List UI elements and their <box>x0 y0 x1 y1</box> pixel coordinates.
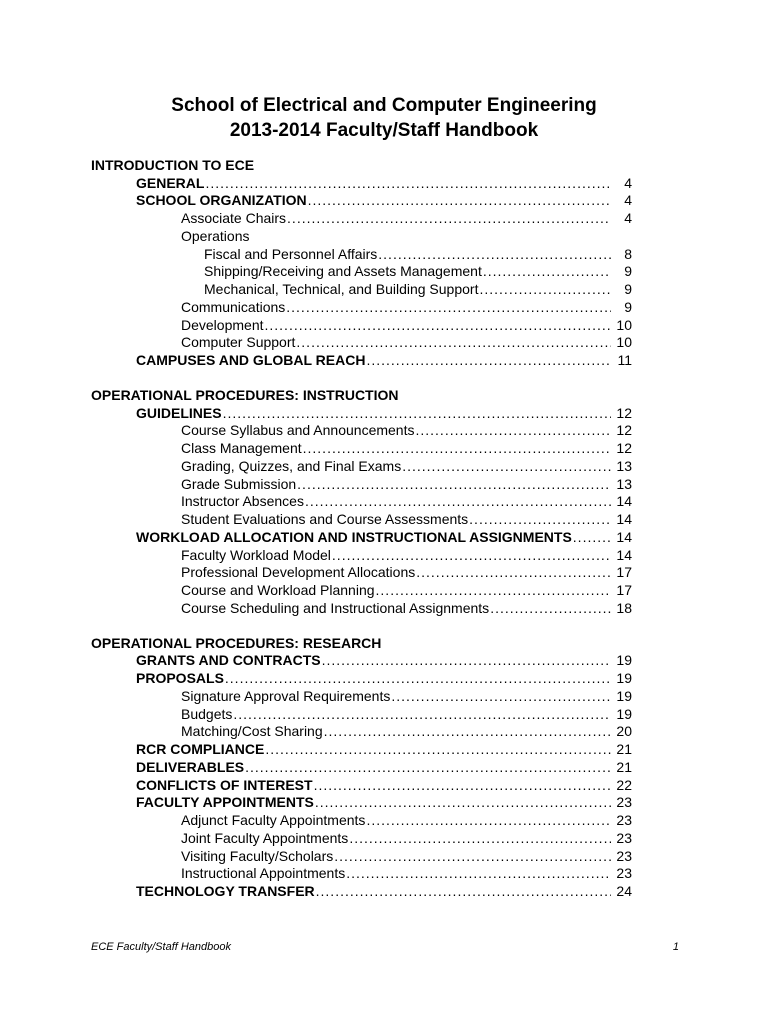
toc-entry-label: Signature Approval Requirements <box>181 687 391 704</box>
toc-dot-leader <box>225 670 611 688</box>
toc-entry-label: Communications <box>181 298 286 315</box>
toc-entry[interactable] <box>0 812 768 830</box>
toc-entry-label: Class Management <box>181 440 302 457</box>
toc-dot-leader <box>416 564 611 582</box>
toc-dot-leader <box>334 848 611 866</box>
toc-entry-page: 11 <box>617 352 632 369</box>
toc-entry-page: 14 <box>616 546 632 563</box>
toc-entry-page: 10 <box>616 316 632 333</box>
toc-section-heading: OPERATIONAL PROCEDURES: RESEARCH <box>91 634 382 651</box>
toc-entry-page: 14 <box>616 511 632 528</box>
toc-entry[interactable] <box>0 263 768 281</box>
toc-entry-label: DELIVERABLES <box>136 758 245 775</box>
toc-entry-label: Grading, Quizzes, and Final Exams <box>181 457 402 474</box>
toc-entry[interactable] <box>0 210 768 228</box>
toc-entry-label: Professional Development Allocations <box>181 564 416 581</box>
toc-entry-label: Budgets <box>181 705 233 722</box>
toc-dot-leader <box>205 175 611 193</box>
toc-entry[interactable] <box>0 848 768 866</box>
toc-dot-leader <box>223 405 611 423</box>
toc-entry[interactable] <box>0 352 768 370</box>
toc-entry-page: 4 <box>624 210 632 227</box>
toc-entry[interactable] <box>0 334 768 352</box>
toc-dot-leader <box>490 600 611 618</box>
table-of-contents <box>0 157 768 901</box>
toc-entry[interactable] <box>0 883 768 901</box>
toc-entry-page: 13 <box>616 457 632 474</box>
toc-entry-page: 10 <box>616 334 632 351</box>
toc-entry-page: 23 <box>616 865 632 882</box>
toc-entry-label: Course and Workload Planning <box>181 582 375 599</box>
toc-entry-label: CAMPUSES AND GLOBAL REACH <box>136 352 366 369</box>
toc-dot-leader <box>402 458 611 476</box>
toc-dot-leader <box>286 299 611 317</box>
toc-entry-page: 9 <box>624 263 632 280</box>
toc-entry-page: 23 <box>616 812 632 829</box>
toc-dot-leader <box>322 652 611 670</box>
toc-entry[interactable] <box>0 405 768 423</box>
toc-dot-leader <box>366 352 611 370</box>
toc-entry[interactable] <box>0 422 768 440</box>
toc-entry-page: 19 <box>616 705 632 722</box>
toc-dot-leader <box>346 865 611 883</box>
toc-entry-page: 19 <box>616 670 632 687</box>
toc-entry[interactable] <box>0 476 768 494</box>
toc-entry-page: 4 <box>624 174 632 191</box>
toc-entry[interactable] <box>0 582 768 600</box>
toc-entry[interactable] <box>0 759 768 777</box>
toc-dot-leader <box>573 529 611 547</box>
toc-entry-page: 23 <box>616 847 632 864</box>
toc-entry[interactable] <box>0 777 768 795</box>
toc-section-heading: INTRODUCTION TO ECE <box>91 157 255 173</box>
toc-entry[interactable] <box>0 600 768 618</box>
toc-entry-page: 17 <box>616 564 632 581</box>
toc-entry-label: Shipping/Receiving and Assets Management <box>204 263 482 280</box>
toc-entry[interactable] <box>0 458 768 476</box>
toc-entry[interactable] <box>0 830 768 848</box>
toc-entry[interactable] <box>0 317 768 335</box>
toc-entry-label: Joint Faculty Appointments <box>181 829 349 846</box>
toc-entry-label: Matching/Cost Sharing <box>181 723 323 740</box>
toc-entry-label: SCHOOL ORGANIZATION <box>136 192 307 209</box>
toc-entry-label: TECHNOLOGY TRANSFER <box>136 883 315 900</box>
toc-dot-leader <box>245 759 611 777</box>
toc-dot-leader <box>415 422 611 440</box>
toc-entry[interactable] <box>0 706 768 724</box>
toc-entry[interactable] <box>0 175 768 193</box>
toc-entry[interactable] <box>0 281 768 299</box>
toc-dot-leader <box>349 830 611 848</box>
toc-entry-label: Development <box>181 316 264 333</box>
toc-entry-label: Mechanical, Technical, and Building Support <box>204 281 479 298</box>
toc-dot-leader <box>265 317 612 335</box>
toc-entry[interactable] <box>0 440 768 458</box>
toc-entry-page: 20 <box>616 723 632 740</box>
toc-entry-page: 12 <box>616 404 632 421</box>
toc-entry-label: CONFLICTS OF INTEREST <box>136 776 313 793</box>
toc-entry[interactable] <box>0 547 768 565</box>
toc-entry-label: Grade Submission <box>181 475 297 492</box>
toc-entry[interactable] <box>0 564 768 582</box>
toc-entry-page: 23 <box>616 829 632 846</box>
toc-entry[interactable] <box>0 741 768 759</box>
toc-entry-label: Adjunct Faculty Appointments <box>181 812 366 829</box>
toc-entry-label: Course Syllabus and Announcements <box>181 422 415 439</box>
toc-dot-leader <box>233 706 611 724</box>
toc-entry[interactable] <box>0 688 768 706</box>
toc-entry[interactable] <box>0 723 768 741</box>
toc-entry[interactable] <box>0 299 768 317</box>
toc-dot-leader <box>314 777 611 795</box>
toc-dot-leader <box>378 246 611 264</box>
toc-entry[interactable] <box>0 511 768 529</box>
toc-entry[interactable] <box>0 652 768 670</box>
toc-entry-label: Visiting Faculty/Scholars <box>181 847 334 864</box>
toc-entry-label: GENERAL <box>136 174 205 191</box>
document-subtitle: 2013-2014 Faculty/Staff Handbook <box>229 120 539 141</box>
toc-entry-label: Fiscal and Personnel Affairs <box>204 245 378 262</box>
toc-entry-page: 21 <box>616 741 632 758</box>
toc-entry-page: 14 <box>616 493 632 510</box>
toc-entry-label: GRANTS AND CONTRACTS <box>136 652 321 669</box>
toc-entry-label: Operations <box>181 227 250 244</box>
toc-dot-leader <box>483 263 611 281</box>
toc-dot-leader <box>296 334 611 352</box>
toc-dot-leader <box>265 741 611 759</box>
toc-entry-label: WORKLOAD ALLOCATION AND INSTRUCTIONAL ASSIGNMENTS <box>136 528 572 545</box>
toc-entry-page: 12 <box>616 422 632 439</box>
toc-entry-label: Instructor Absences <box>181 493 304 510</box>
toc-entry-label: Instructional Appointments <box>181 865 346 882</box>
toc-entry-page: 14 <box>616 528 632 545</box>
page-footer <box>91 941 679 953</box>
toc-entry-label: Computer Support <box>181 334 296 351</box>
toc-section <box>0 157 768 370</box>
toc-entry-page: 8 <box>624 245 632 262</box>
toc-section <box>0 635 768 901</box>
toc-entry[interactable] <box>0 493 768 511</box>
toc-entry-label: GUIDELINES <box>136 404 222 421</box>
toc-entry-page: 22 <box>616 776 632 793</box>
toc-dot-leader <box>479 281 611 299</box>
toc-entry[interactable] <box>0 228 768 246</box>
toc-entry-page: 19 <box>616 652 632 669</box>
toc-entry-label: FACULTY APPOINTMENTS <box>136 794 314 811</box>
toc-section <box>0 387 768 618</box>
toc-dot-leader <box>308 192 611 210</box>
toc-dot-leader <box>469 511 611 529</box>
toc-dot-leader <box>366 812 611 830</box>
toc-dot-leader <box>315 794 611 812</box>
toc-entry-label: Associate Chairs <box>181 210 287 227</box>
toc-entry-label: RCR COMPLIANCE <box>136 741 265 758</box>
toc-entry[interactable] <box>0 529 768 547</box>
toc-dot-leader <box>303 440 611 458</box>
document-title: School of Electrical and Computer Engineering <box>171 95 597 116</box>
toc-entry-page: 4 <box>624 192 632 209</box>
toc-entry-page: 18 <box>616 599 632 616</box>
toc-dot-leader <box>324 723 611 741</box>
toc-entry-page: 23 <box>616 794 632 811</box>
toc-entry-page: 9 <box>624 298 632 315</box>
toc-entry[interactable] <box>0 670 768 688</box>
toc-dot-leader <box>376 582 611 600</box>
toc-dot-leader <box>305 493 611 511</box>
toc-entry-label: Course Scheduling and Instructional Assignments <box>181 599 490 616</box>
toc-entry-page: 17 <box>616 582 632 599</box>
toc-dot-leader <box>391 688 611 706</box>
toc-dot-leader <box>316 883 611 901</box>
toc-entry-label: Faculty Workload Model <box>181 546 331 563</box>
toc-dot-leader <box>297 476 611 494</box>
toc-entry[interactable] <box>0 865 768 883</box>
footer-title: ECE Faculty/Staff Handbook <box>91 941 232 953</box>
toc-dot-leader <box>287 210 611 228</box>
toc-section-heading: OPERATIONAL PROCEDURES: INSTRUCTION <box>91 386 399 403</box>
toc-entry-label: Student Evaluations and Course Assessments <box>181 511 469 528</box>
toc-entry[interactable] <box>0 246 768 264</box>
toc-entry[interactable] <box>0 192 768 210</box>
toc-dot-leader <box>332 547 611 565</box>
toc-entry-label: PROPOSALS <box>136 670 224 687</box>
footer-page-number: 1 <box>672 941 679 953</box>
toc-entry-page: 9 <box>624 281 632 298</box>
toc-entry-page: 12 <box>616 440 632 457</box>
toc-entry-page: 13 <box>616 475 632 492</box>
toc-entry[interactable] <box>0 794 768 812</box>
toc-entry-page: 24 <box>616 883 632 900</box>
toc-entry-page: 21 <box>616 758 632 775</box>
toc-entry-page: 19 <box>616 687 632 704</box>
